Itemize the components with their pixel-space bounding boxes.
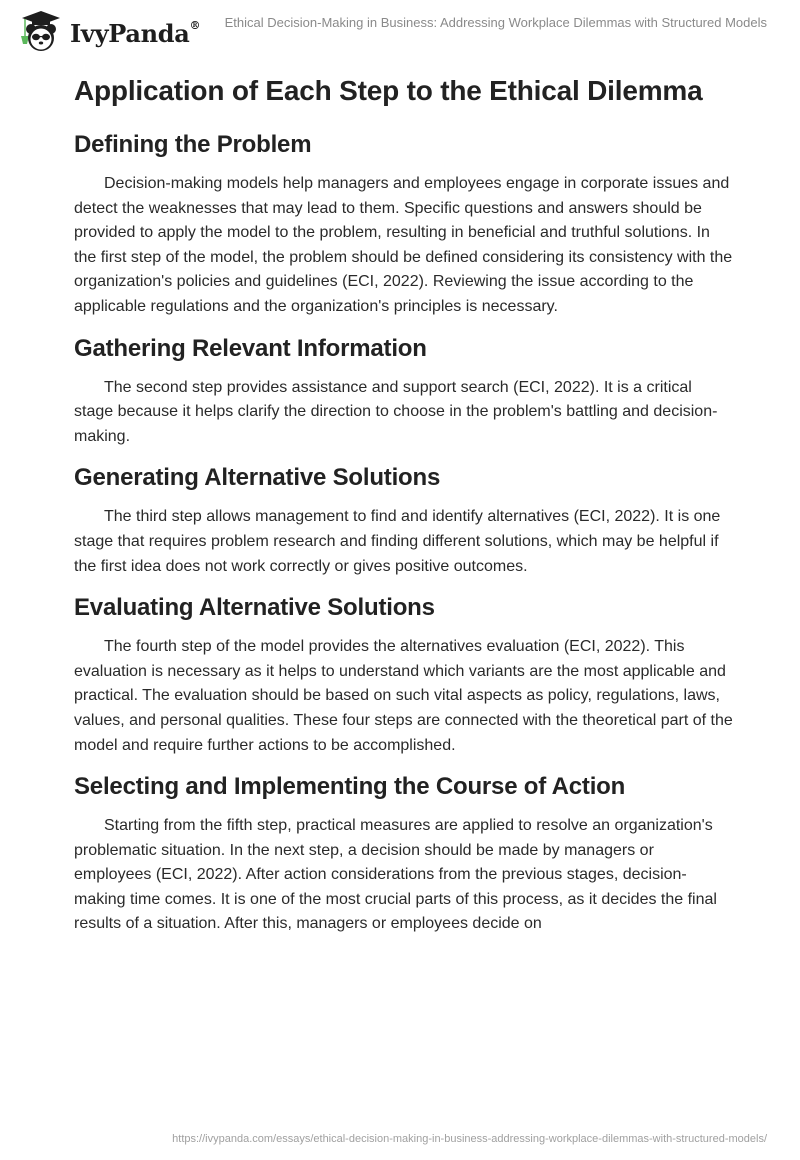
section-heading: Selecting and Implementing the Course of Action (74, 773, 626, 801)
section-evaluating-alternatives (74, 593, 734, 758)
logo-wordmark: IvyPanda® (70, 18, 201, 48)
section-paragraph: The fourth step of the model provides the alternatives evaluation (ECI, 2022). This evaluation is necessary as it helps to understand which variants are the most applicable and practical. The evaluation should be based on such vital aspects as policy, regulations, laws, values, and personal qualities. These four steps are connected with the theoretical part of the model and require further actions to be accomplished. (74, 638, 733, 754)
section-paragraph: Starting from the fifth step, practical measures are applied to resolve an organization's problematic situation. In the next step, a decision should be made by managers or employees (ECI, 2022). After action considerations from the previous stages, decision-making time comes. It is one of the most crucial parts of this process, as it decides the final results of a situation. After this, managers or employees decide on (74, 817, 717, 933)
ivypanda-logo[interactable] (16, 8, 200, 54)
panda-graduate-icon (16, 8, 66, 54)
section-paragraph: The third step allows management to find and identify alternatives (ECI, 2022). It is one stage that requires problem research and finding different solutions, which may be helpful if the first idea does not work correctly or gives positive outcomes. (74, 508, 721, 575)
section-generating-alternatives (74, 463, 734, 579)
section-paragraph: Decision-making models help managers and employees engage in corporate issues and detect the weaknesses that may lead to them. Specific questions and answers should be provided to apply the model to the problem, resulting in beneficial and truthful solutions. In the first step of the model, the problem should be defined considering its consistency with the organization's policies and guidelines (ECI, 2022). Reviewing the issue according to the applicable regulations and the organization's principles is necessary. (74, 175, 733, 315)
section-heading: Generating Alternative Solutions (74, 464, 441, 492)
section-paragraph: The second step provides assistance and support search (ECI, 2022). It is a critical stage because it helps clarify the direction to choose in the problem's battling and decision-making. (74, 378, 718, 445)
section-heading: Defining the Problem (74, 131, 312, 158)
section-defining-the-problem (74, 130, 734, 320)
page-header (0, 0, 800, 56)
document-title: Ethical Decision-Making in Business: Addressing Workplace Dilemmas with Structured Models (224, 15, 767, 30)
section-heading: Evaluating Alternative Solutions (74, 594, 435, 622)
source-url[interactable]: https://ivypanda.com/essays/ethical-decision-making-in-business-addressing-workplace-dilemmas-with-structured-models/ (172, 1133, 767, 1145)
section-heading: Gathering Relevant Information (74, 334, 427, 362)
article-title: Application of Each Step to the Ethical Dilemma (74, 75, 703, 106)
article-content (74, 72, 734, 951)
section-selecting-implementing (74, 772, 734, 937)
section-gathering-information (74, 334, 734, 450)
